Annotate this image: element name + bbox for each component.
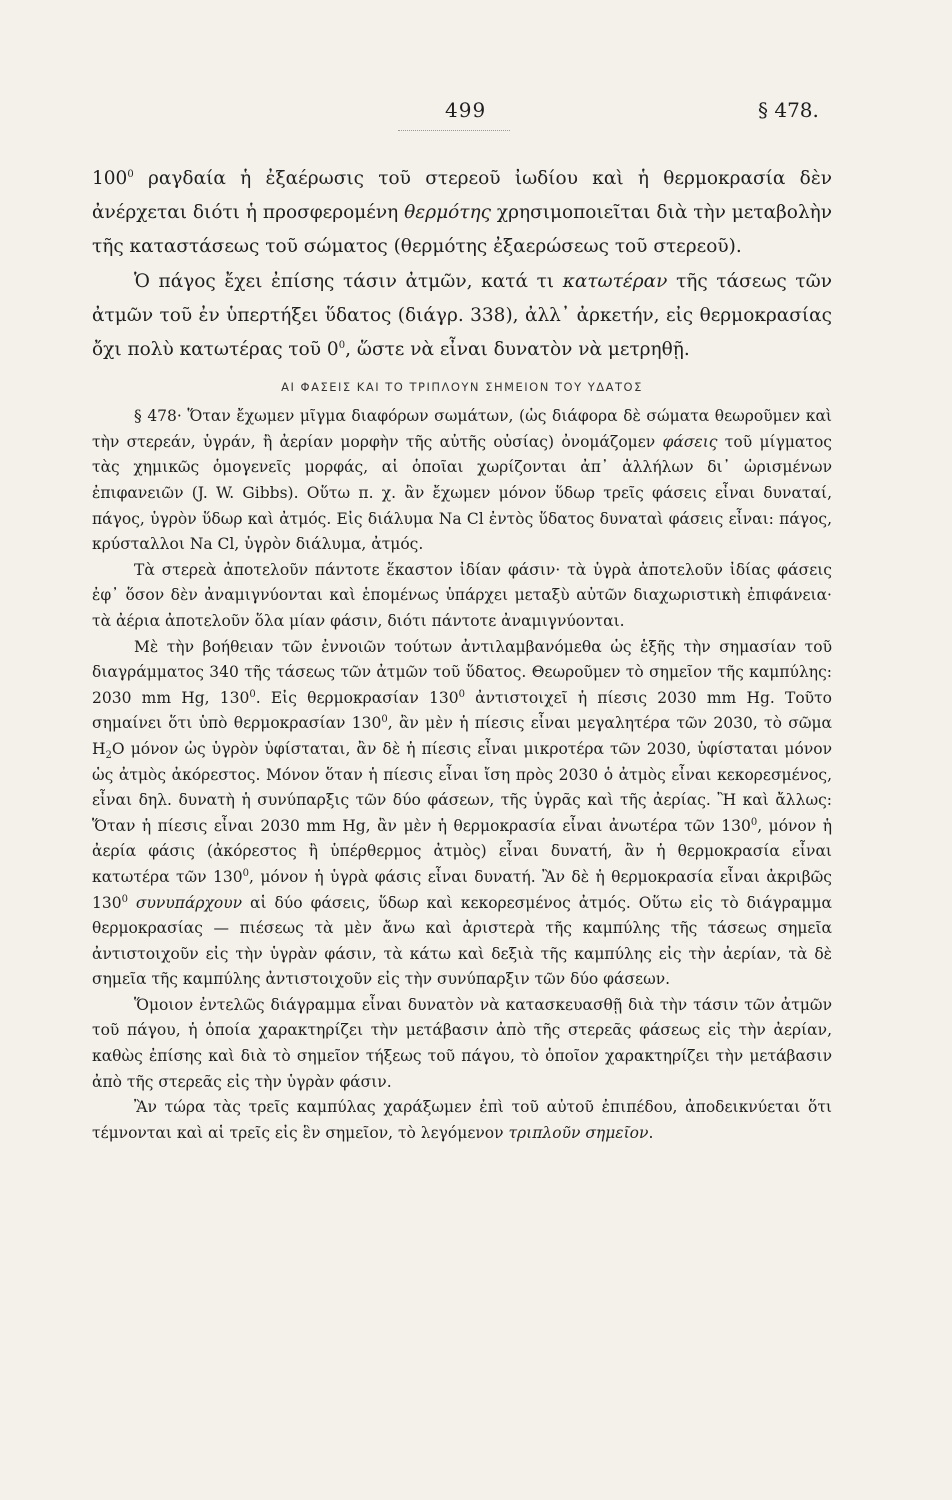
text-run: Ἂν τώρα τὰς τρεῖς καμπύλας χαράξωμεν ἐπὶ τοῦ αὐτοῦ ἐπιπέδου, ἀποδεικνύεται ὅτι τέμνονται καὶ αἱ τρεῖς εἰς ἓν σημεῖον, τὸ λεγόμενον: [92, 1098, 832, 1142]
subscript: 2: [105, 750, 112, 762]
intro-paragraphs: [92, 162, 832, 367]
section-paragraph-2: Τὰ στερεὰ ἀποτελοῦν πάντοτε ἕκαστον ἰδίαν φάσιν· τὰ ὑγρὰ ἀποτελοῦν ἰδίας φάσεις ἐφ᾽ ὅσον δὲν ἀναμιγνύονται καὶ ἑπομένως ὑπάρχει μεταξὺ αὐτῶν διαχωριστικὴ ἐπιφάνεια· τὰ ἀέρια ἀποτελοῦν ὅλα μίαν φάσιν, διότι πάντοτε ἀναμιγνύονται.: [92, 560, 832, 630]
text-run: . Εἰς θερμοκρασίαν 130: [255, 688, 459, 707]
section-paragraph-5: [92, 1095, 832, 1146]
superscript: 0: [249, 688, 256, 700]
section-reference: § 478.: [758, 98, 819, 122]
text-run: , ὥστε νὰ εἶναι δυνατὸν νὰ μετρηθῇ.: [345, 339, 690, 361]
text-run: [128, 894, 136, 912]
text-run: Ὁ πάγος ἔχει ἐπίσης τάσιν ἀτμῶν, κατά τι: [134, 270, 563, 292]
section-paragraphs: [92, 404, 832, 1146]
superscript: 0: [458, 688, 465, 700]
text-run: ραγδαία ἡ ἐξαέρωσις τοῦ στερεοῦ ἰωδίου καὶ ἡ θερμοκρασία δὲν ἀνέρχεται διότι ἡ προσφερομένη: [92, 168, 832, 224]
text-run: , μόνον ἡ ἀερία φάσις (ἀκόρεστος ἢ ὑπέρθερμος ἀτμὸς) εἶναι δυνατή, ἂν ἡ θερμοκρασία εἶναι κατωτέρα τῶν 130: [92, 816, 832, 886]
text-run: , μόνον ἡ ὑγρὰ φάσις εἶναι δυνατή. Ἂν δὲ ἡ θερμοκρασία εἶναι ἀκριβῶς 130: [92, 867, 832, 912]
superscript: 0: [121, 893, 128, 905]
text-run: O μόνον ὡς ὑγρὸν ὑφίσταται, ἂν δὲ ἡ πίεσις εἶναι μικροτέρα τῶν 2030, ὑφίσταται μόνον ὡς ἀτμὸς ἀκόρεστος. Μόνον ὅταν ἡ πίεσις εἶναι ἴση πρὸς 2030 ὁ ἀτμὸς εἶναι κεκορεσμένος, εἶναι δηλ. δυνατὴ ἡ συνύπαρξις τῶν δύο φάσεων, τῆς ὑγρᾶς καὶ τῆς ἀερίας. Ἢ καὶ ἄλλως: Ὅταν ἡ πίεσις εἶναι 2030 mm Hg, ἂν μὲν ἡ θερμοκρασία εἶναι ἀνωτέρα τῶν 130: [92, 739, 832, 835]
text-run: 100: [92, 168, 128, 189]
italic-term: κατωτέραν: [562, 270, 668, 292]
header-divider: [398, 130, 510, 131]
italic-term: θερμότης: [404, 202, 491, 224]
text-run: ἀντιστοιχεῖ ἡ πίεσις 2030 mm Hg. Τοῦτο σημαίνει ὅτι ὑπὸ θερμοκρασίαν 130: [92, 688, 832, 733]
superscript: 0: [127, 168, 134, 180]
superscript: 0: [381, 714, 388, 726]
text-run: .: [648, 1123, 654, 1142]
intro-paragraph-1: [92, 162, 832, 265]
section-paragraph-4: Ὅμοιον ἐντελῶς διάγραμμα εἶναι δυνατὸν νὰ κατασκευασθῇ διὰ τὴν τάσιν τῶν ἀτμῶν τοῦ πάγου, ἡ ὁποία χαρακτηρίζει τὴν μετάβασιν ἀπὸ τῆς στερεᾶς φάσεως εἰς τὴν ἀερίαν, καθὼς ἐπίσης καὶ διὰ τὸ σημεῖον τήξεως τοῦ πάγου, τὸ ὁποῖον χαρακτηρίζει τὴν μετάβασιν ἀπὸ τῆς στερεᾶς εἰς τὴν ὑγρὰν φάσιν.: [92, 995, 832, 1091]
text-run: , ἂν μὲν ἡ πίεσις εἶναι μεγαλητέρα τῶν 2030, τὸ σῶμα H: [92, 714, 832, 758]
section-paragraph-1: [92, 404, 832, 558]
text-run: τοῦ μίγματος τὰς χημικῶς ὁμογενεῖς μορφάς, αἱ ὁποῖαι χωρίζονται ἀπ᾽ ἀλλήλων δι᾽ ὡρισμένων ἐπιφανειῶν (J. W. Gibbs). Οὕτω π. χ. ἂν ἔχωμεν μόνον ὕδωρ τρεῖς φάσεις εἶναι δυναταί, πάγος, ὑγρὸν ὕδωρ καὶ ἀτμός. Εἰς διάλυμα Na Cl ἐντὸς ὕδατος δυναταὶ φάσεις εἶναι: πάγος, κρύσταλλοι Na Cl, ὑγρὸν διάλυμα, ἀτμός.: [92, 432, 832, 554]
text-run: τῆς τάσεως τῶν ἀτμῶν τοῦ ἐν ὑπερτήξει ὕδατος (διάγρ. 338), ἀλλ᾽ ἀρκετήν, εἰς θερμοκρασίας ὄχι πολὺ κατωτέρας τοῦ 0: [92, 270, 832, 361]
italic-term: τριπλοῦν σημεῖον: [508, 1123, 649, 1142]
section-heading: ΑΙ ΦΑΣΕΙΣ ΚΑΙ ΤΟ ΤΡΙΠΛΟΥΝ ΣΗΜΕΙΟΝ ΤΟΥ ΥΔΑΤΟΣ: [281, 380, 643, 395]
italic-term: συνυπάρχουν: [135, 893, 243, 912]
page-number: 499: [445, 98, 487, 122]
text-run: αἱ δύο φάσεις, ὕδωρ καὶ κεκορεσμένος ἀτμός. Οὕτω εἰς τὸ διάγραμμα θερμοκρασίας — πιέσεως τὰ μὲν ἄνω καὶ ἀριστερὰ τῆς καμπύλης τῆς τάσεως σημεῖα ἀντιστοιχοῦν εἰς τὴν ὑγρὰν φάσιν, τὰ κάτω καὶ δεξιὰ τῆς καμπύλης εἰς τὴν ἀερίαν, τὰ δὲ σημεῖα τῆς καμπύλης ἀντιστοιχοῦν εἰς τὴν συνύπαρξιν τῶν δύο φάσεων.: [92, 893, 832, 989]
page-body: [92, 162, 832, 1146]
text-run: Μὲ τὴν βοήθειαν τῶν ἐννοιῶν τούτων ἀντιλαμβανόμεθα ὡς ἑξῆς τὴν σημασίαν τοῦ διαγράμματος 340 τῆς τάσεως τῶν ἀτμῶν τοῦ ὕδατος. Θεωροῦμεν τὸ σημεῖον τῆς καμπύλης: 2030 mm Hg, 130: [92, 637, 832, 707]
superscript: 0: [338, 339, 346, 351]
text-run: χρησιμοποιεῖται διὰ τὴν μεταβολὴν τῆς καταστάσεως τοῦ σώματος (θερμότης ἐξαερώσεως τοῦ στερεοῦ).: [92, 202, 832, 258]
intro-paragraph-2: [92, 265, 832, 368]
superscript: 0: [242, 867, 249, 879]
section-paragraph-3: [92, 635, 832, 993]
italic-term: φάσεις: [662, 432, 718, 451]
superscript: 0: [750, 816, 758, 828]
text-run: § 478· Ὅταν ἔχωμεν μῖγμα διαφόρων σωμάτων, (ὡς διάφορα δὲ σώματα θεωροῦμεν καὶ τὴν στερεάν, ὑγράν, ἢ ἀερίαν μορφὴν τῆς αὐτῆς οὐσίας) ὀνομάζομεν: [92, 407, 832, 451]
page-header: [0, 98, 952, 128]
